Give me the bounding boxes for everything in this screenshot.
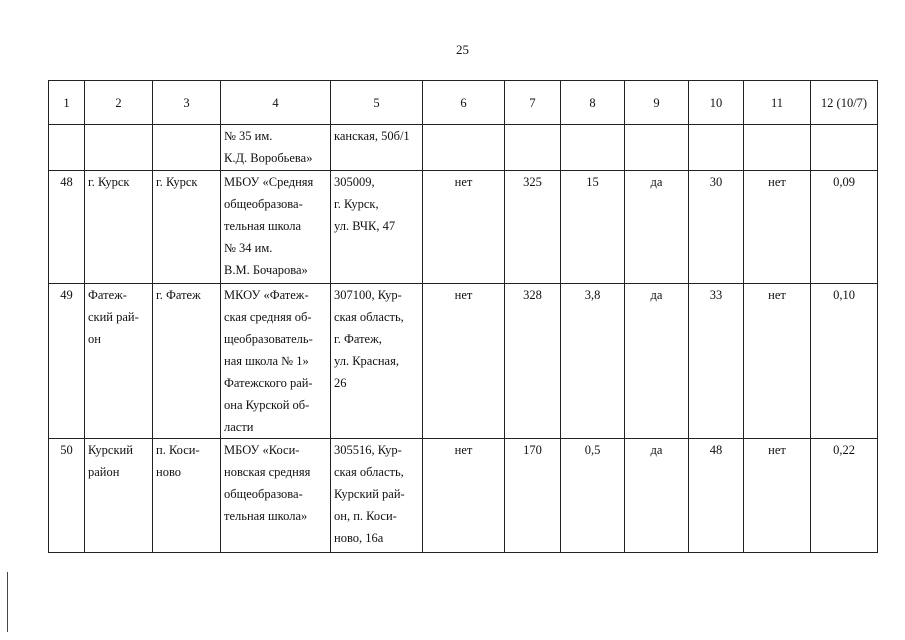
table-cell: 48	[689, 439, 744, 553]
scan-margin-line	[7, 572, 8, 632]
table-cell: 30	[689, 171, 744, 284]
table-cell: 0,10	[811, 284, 878, 439]
table-cell	[153, 125, 221, 171]
table-row	[49, 171, 878, 284]
table-cell: 33	[689, 284, 744, 439]
locality-cell: г. Фатеж	[153, 284, 221, 439]
table-cell	[811, 125, 878, 171]
address-cell: 307100, Кур- ская область, г. Фатеж, ул. Красная, 26	[331, 284, 423, 439]
table-cell: 15	[561, 171, 625, 284]
table-cell: да	[625, 439, 689, 553]
header-cell: 9	[625, 81, 689, 125]
table-cell: нет	[423, 171, 505, 284]
header-cell: 8	[561, 81, 625, 125]
address-cell: канская, 50б/1	[331, 125, 423, 171]
table-cell	[505, 125, 561, 171]
header-cell: 5	[331, 81, 423, 125]
table-cell: 3,8	[561, 284, 625, 439]
locality-cell: г. Курск	[153, 171, 221, 284]
header-cell: 4	[221, 81, 331, 125]
table-cell	[423, 125, 505, 171]
school-name-cell: МКОУ «Фатеж- ская средняя об- щеобразователь- ная школа № 1» Фатежского рай- она Курской об- ласти	[221, 284, 331, 439]
table-cell	[49, 125, 85, 171]
header-cell: 7	[505, 81, 561, 125]
address-cell: 305516, Кур- ская область, Курский рай- он, п. Коси- ново, 16а	[331, 439, 423, 553]
table-cell: да	[625, 171, 689, 284]
table-cell: 325	[505, 171, 561, 284]
header-cell: 2	[85, 81, 153, 125]
row-number-cell: 48	[49, 171, 85, 284]
district-cell: Курский район	[85, 439, 153, 553]
district-cell: Фатеж- ский рай- он	[85, 284, 153, 439]
row-number-cell: 50	[49, 439, 85, 553]
row-number-cell: 49	[49, 284, 85, 439]
table-cell: нет	[423, 439, 505, 553]
header-cell: 12 (10/7)	[811, 81, 878, 125]
table-cell: 0,5	[561, 439, 625, 553]
address-cell: 305009, г. Курск, ул. ВЧК, 47	[331, 171, 423, 284]
table-cell	[85, 125, 153, 171]
table-cell: да	[625, 284, 689, 439]
locality-cell: п. Коси- ново	[153, 439, 221, 553]
table-cell	[744, 125, 811, 171]
table-row	[49, 439, 878, 553]
school-name-cell: МБОУ «Средняя общеобразова- тельная школа № 34 им. В.М. Бочарова»	[221, 171, 331, 284]
header-cell: 10	[689, 81, 744, 125]
table-cell: нет	[744, 284, 811, 439]
header-cell: 6	[423, 81, 505, 125]
table-cell: нет	[744, 171, 811, 284]
table-cell: 170	[505, 439, 561, 553]
school-name-cell: МБОУ «Коси- новская средняя общеобразова- тельная школа»	[221, 439, 331, 553]
district-cell: г. Курск	[85, 171, 153, 284]
table-cell: нет	[423, 284, 505, 439]
page-number: 25	[456, 42, 469, 57]
table-cell: 328	[505, 284, 561, 439]
table-row	[49, 284, 878, 439]
data-table	[48, 80, 878, 553]
table-cell: 0,22	[811, 439, 878, 553]
table-cell: нет	[744, 439, 811, 553]
header-row	[49, 81, 878, 125]
table-cell: 0,09	[811, 171, 878, 284]
header-cell: 1	[49, 81, 85, 125]
table-cell	[689, 125, 744, 171]
table-cell	[625, 125, 689, 171]
header-cell: 3	[153, 81, 221, 125]
school-name-cell: № 35 им. К.Д. Воробьева»	[221, 125, 331, 171]
header-cell: 11	[744, 81, 811, 125]
table-cell	[561, 125, 625, 171]
continuation-row	[49, 125, 878, 171]
